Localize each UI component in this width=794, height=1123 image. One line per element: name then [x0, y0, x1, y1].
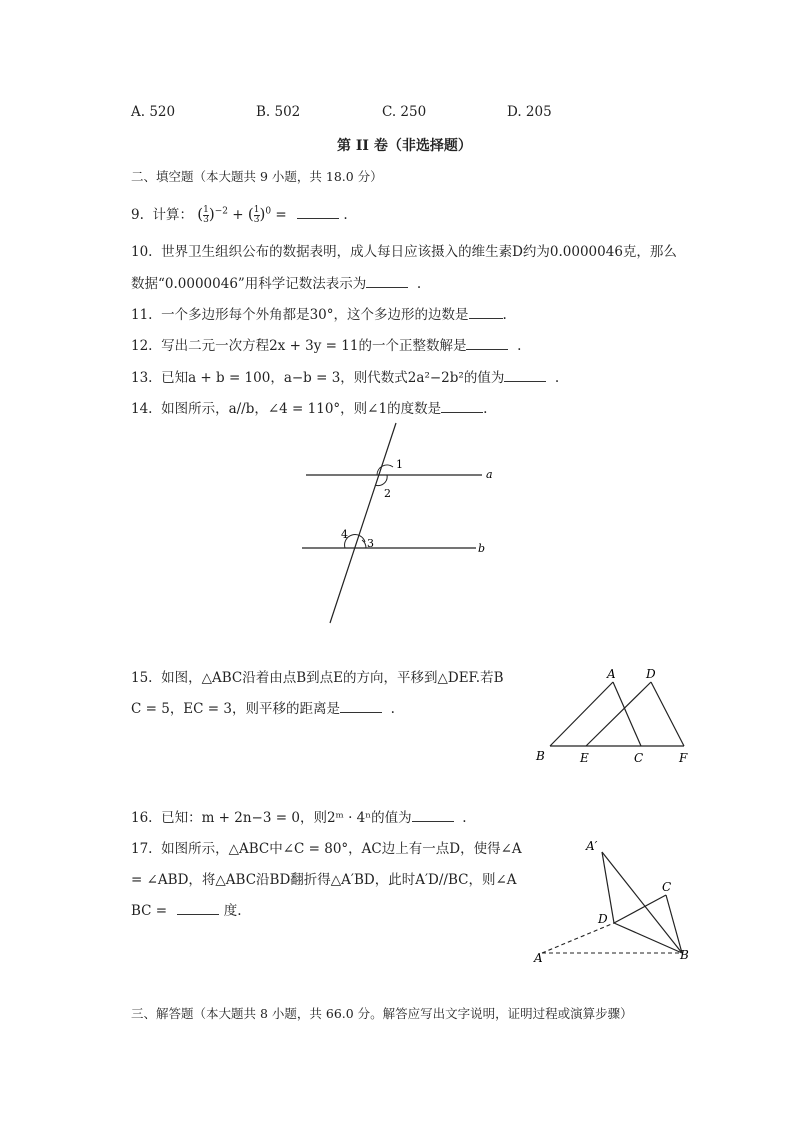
question-text: 度. — [223, 903, 242, 919]
seg-AD-dashed — [542, 923, 614, 953]
choice-b: B. 502 — [256, 104, 301, 120]
transversal-line — [330, 423, 396, 623]
label-C: C — [634, 751, 644, 765]
figure-folded-triangle — [528, 835, 703, 970]
question-text: 如图所示，a//b，∠4 = 110°，则∠1的度数是 — [161, 401, 442, 417]
choice-c: C. 250 — [382, 104, 427, 120]
side-ac — [613, 682, 641, 746]
label-E: E — [580, 751, 589, 765]
question-16 — [131, 806, 467, 826]
seg-CB — [666, 895, 682, 953]
question-13 — [131, 366, 559, 386]
seg-DB — [614, 923, 682, 953]
answer-blank — [177, 900, 219, 915]
question-number: 10. — [131, 244, 153, 260]
answer-blank — [504, 367, 546, 382]
label-b: b — [478, 542, 486, 555]
figure-parallel-lines — [290, 415, 510, 630]
label-Aprime: A′ — [586, 839, 598, 853]
question-17-line3 — [131, 899, 242, 919]
label-2: 2 — [384, 487, 391, 500]
part-title: 第 II 卷（非选择题） — [337, 138, 472, 154]
answer-blank — [441, 398, 483, 413]
period: . — [483, 401, 488, 417]
figure-translation-triangles — [530, 662, 700, 772]
label-A: A — [534, 951, 543, 965]
period: . — [517, 338, 522, 354]
answer-blank — [366, 273, 408, 288]
question-text: = — [275, 207, 287, 223]
question-text: 数据“0.0000046”用科学记数法表示为 — [131, 276, 367, 292]
question-12 — [131, 334, 521, 354]
seg-ApB — [602, 852, 682, 953]
question-10-line2 — [131, 272, 421, 292]
label-1: 1 — [396, 458, 403, 471]
question-text: C = 5，EC = 3，则平移的距离是 — [131, 701, 340, 717]
label-B: B — [536, 749, 545, 763]
answer-blank — [340, 698, 382, 713]
question-text: 如图所示，△ABC中∠C = 80°，AC边上有一点D，使得∠A — [161, 841, 522, 857]
side-de — [586, 682, 651, 746]
question-number: 11. — [131, 307, 153, 323]
label-A: A — [607, 667, 616, 681]
label-4: 4 — [341, 528, 348, 541]
question-text: 已知a + b = 100，a−b = 3，则代数式2a²−2b²的值为 — [161, 370, 505, 386]
label-D: D — [646, 667, 656, 681]
label-B: B — [680, 948, 689, 962]
question-number: 16. — [131, 810, 153, 826]
label-3: 3 — [367, 537, 374, 550]
answer-blank — [466, 335, 508, 350]
period: . — [416, 276, 422, 292]
label-C: C — [662, 880, 672, 894]
section-header-solve: 三、解答题（本大题共 8 小题，共 66.0 分。解答应写出文字说明，证明过程或演算步骤） — [131, 1006, 633, 1021]
period: . — [554, 370, 560, 386]
question-text: 计算： — [152, 207, 193, 223]
question-number: 13. — [131, 370, 153, 386]
question-15 — [131, 666, 504, 686]
period: . — [390, 701, 395, 717]
question-number: 9. — [131, 207, 144, 223]
question-14 — [131, 397, 487, 417]
period: . — [343, 207, 348, 223]
question-number: 17. — [131, 841, 153, 857]
section-header-fill: 二、填空题（本大题共 9 小题，共 18.0 分） — [131, 169, 383, 184]
question-text: 写出二元一次方程2x + 3y = 11的一个正整数解是 — [161, 338, 467, 354]
period: . — [462, 810, 467, 826]
side-df — [651, 682, 684, 746]
question-15-line2 — [131, 697, 395, 717]
question-text: BC = — [131, 903, 168, 919]
question-text: 一个多边形每个外角都是30°，这个多边形的边数是 — [161, 307, 469, 323]
question-text: = ∠ABD，将△ABC沿BD翻折得△A′BD，此时A′D//BC，则∠A — [131, 872, 517, 888]
question-number: 14. — [131, 401, 153, 417]
question-11 — [131, 303, 507, 323]
label-F: F — [679, 751, 688, 765]
choice-d: D. 205 — [507, 104, 552, 120]
question-text: 如图，△ABC沿着由点B到点E的方向，平移到△DEF.若B — [161, 670, 504, 686]
question-9 — [131, 203, 348, 225]
label-D: D — [598, 912, 608, 926]
question-text: 已知：m + 2n−3 = 0，则2ᵐ · 4ⁿ的值为 — [161, 810, 412, 826]
question-number: 12. — [131, 338, 153, 354]
answer-blank — [297, 204, 339, 219]
question-17 — [131, 837, 522, 857]
answer-blank — [412, 807, 454, 822]
side-ab — [550, 682, 613, 746]
choice-a: A. 520 — [131, 104, 176, 120]
question-number: 15. — [131, 670, 153, 686]
answer-blank — [469, 304, 503, 319]
period: . — [502, 307, 507, 323]
question-text: 世界卫生组织公布的数据表明，成人每日应该摄入的维生素D约为0.0000046克，那么 — [161, 244, 677, 260]
question-17-line2 — [131, 868, 517, 888]
label-a: a — [486, 468, 493, 481]
angle-arc-3 — [362, 540, 366, 548]
math-expression: ( $\frac{1}{3}$ )$^{-2}$ + ( $\frac{1}{3}$ )$^0$ — [197, 205, 272, 225]
question-10 — [131, 240, 677, 260]
